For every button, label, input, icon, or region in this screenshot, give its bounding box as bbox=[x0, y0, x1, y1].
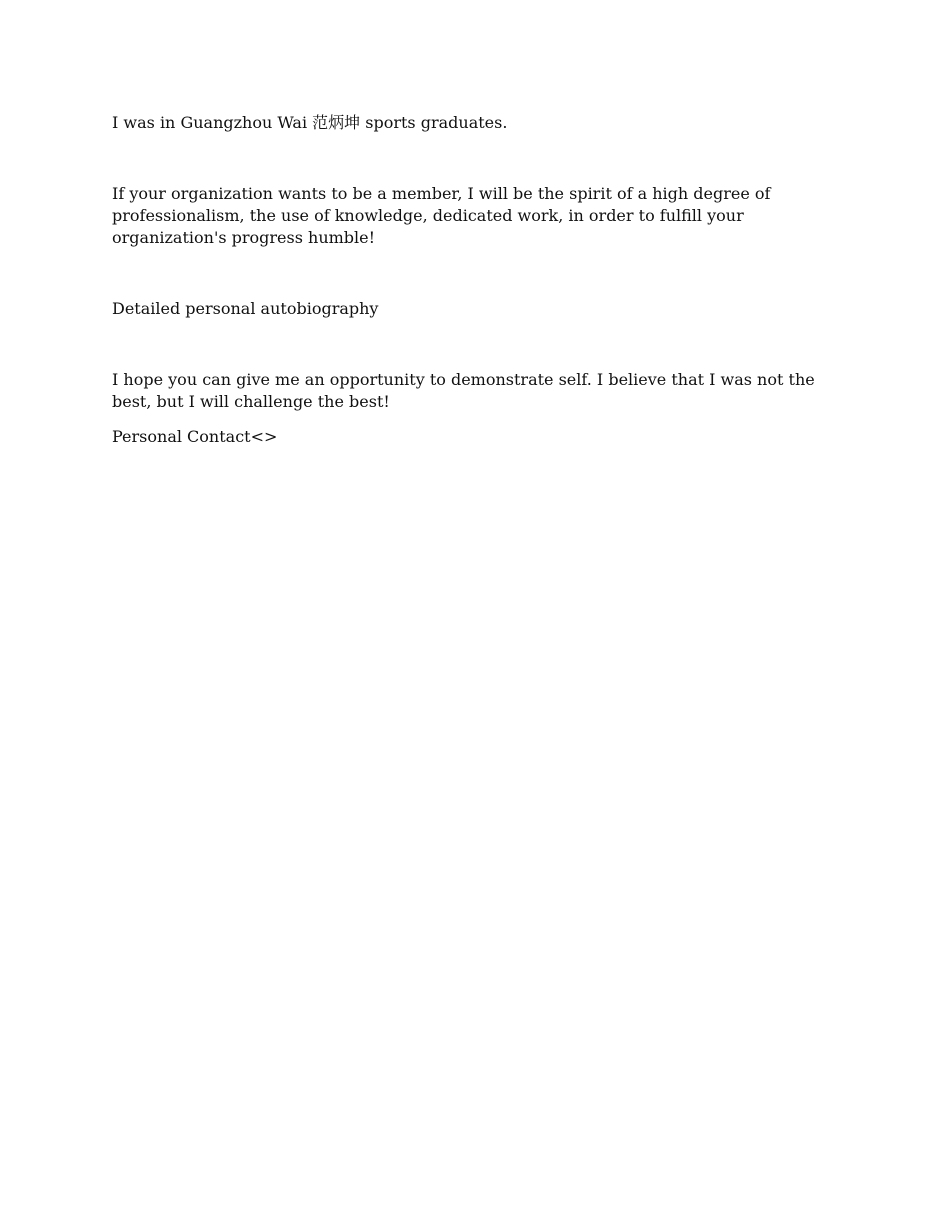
paragraph-graduate-statement: I was in Guangzhou Wai 范炳坤 sports graduates. bbox=[112, 113, 508, 132]
paragraph-personal-contact: Personal Contact<> bbox=[112, 427, 278, 446]
paragraph-organization-statement: If your organization wants to be a member, I will be the spirit of a high degree of professionalism, the use of knowledge, dedicated work, in order to fulfill your organization's progress humble! bbox=[112, 184, 771, 247]
paragraph-spacer bbox=[112, 134, 840, 183]
paragraph-spacer bbox=[112, 320, 840, 369]
paragraph-autobiography-heading: Detailed personal autobiography bbox=[112, 299, 379, 318]
document-body bbox=[112, 112, 840, 448]
paragraph-spacer bbox=[112, 249, 840, 298]
paragraph-spacer bbox=[112, 413, 840, 426]
paragraph-opportunity-statement: I hope you can give me an opportunity to demonstrate self. I believe that I was not the best, but I will challenge the best! bbox=[112, 370, 815, 411]
